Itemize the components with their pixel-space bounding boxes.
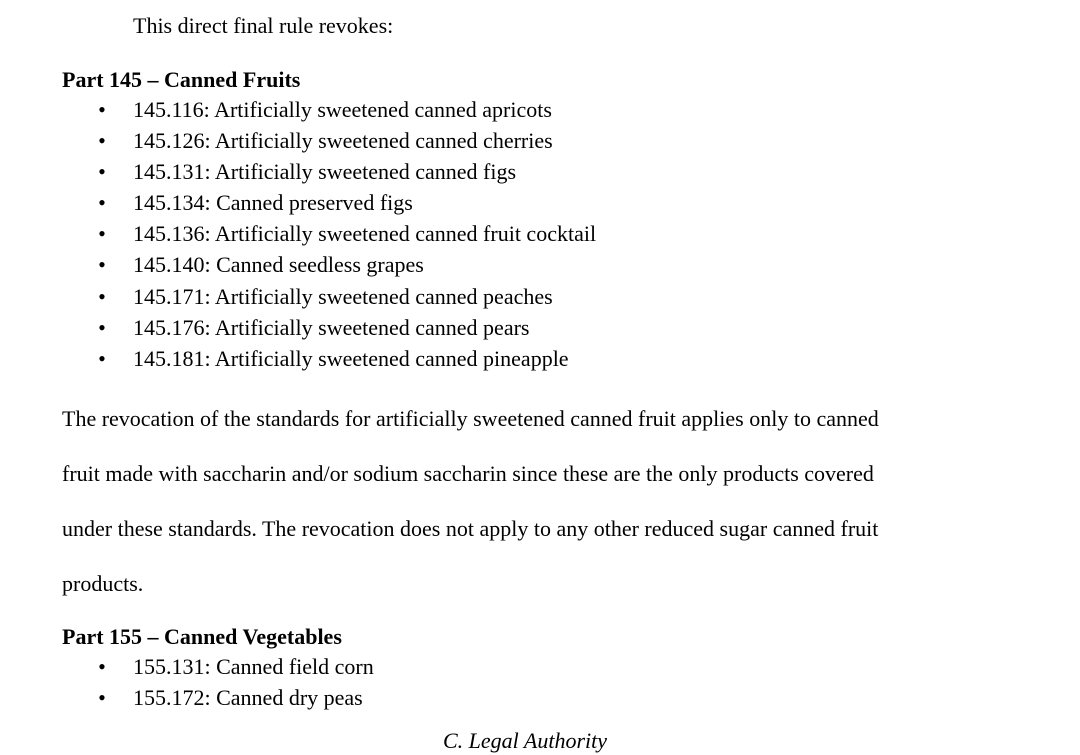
- bullet-icon: •: [98, 128, 106, 154]
- next-section-title: C. Legal Authority: [443, 728, 607, 753]
- paragraph-line: The revocation of the standards for artificially sweetened canned fruit applies only to canned: [62, 406, 879, 431]
- revocation-paragraph: [62, 391, 962, 611]
- list-item-text: 145.134: Canned preserved figs: [133, 190, 413, 216]
- intro-text: This direct final rule revokes:: [133, 13, 394, 38]
- bullet-icon: •: [98, 252, 106, 278]
- list-item-text: 145.171: Artificially sweetened canned peaches: [133, 283, 553, 309]
- list-item-text: 155.172: Canned dry peas: [133, 685, 363, 711]
- list-item-text: 145.136: Artificially sweetened canned fruit cocktail: [133, 221, 597, 247]
- bullet-icon: •: [98, 314, 106, 340]
- paragraph-line: products.: [62, 571, 144, 596]
- paragraph-line: under these standards. The revocation does not apply to any other reduced sugar canned fruit: [62, 516, 879, 541]
- bullet-icon: •: [98, 97, 106, 122]
- paragraph-line: fruit made with saccharin and/or sodium saccharin since these are the only products covered: [62, 461, 874, 486]
- list-item-text: 145.116: Artificially sweetened canned apricots: [133, 97, 552, 122]
- bullet-icon: •: [98, 283, 106, 309]
- bullet-icon: •: [98, 654, 106, 679]
- list-item-text: 155.131: Canned field corn: [133, 654, 374, 679]
- list-item-text: 145.126: Artificially sweetened canned cherries: [133, 128, 553, 154]
- list-item-text: 145.131: Artificially sweetened canned figs: [133, 159, 517, 185]
- bullet-icon: •: [98, 159, 106, 185]
- bullet-icon: •: [98, 221, 106, 247]
- list-item-text: 145.140: Canned seedless grapes: [133, 252, 424, 278]
- bullet-icon: •: [98, 190, 106, 216]
- list-item-text: 145.181: Artificially sweetened canned pineapple: [133, 345, 569, 371]
- part-145-heading: Part 145 – Canned Fruits: [62, 67, 301, 92]
- bullet-icon: •: [98, 345, 106, 371]
- part-155-heading: Part 155 – Canned Vegetables: [62, 624, 342, 649]
- bullet-icon: •: [98, 685, 106, 711]
- list-item-text: 145.176: Artificially sweetened canned pears: [133, 314, 530, 340]
